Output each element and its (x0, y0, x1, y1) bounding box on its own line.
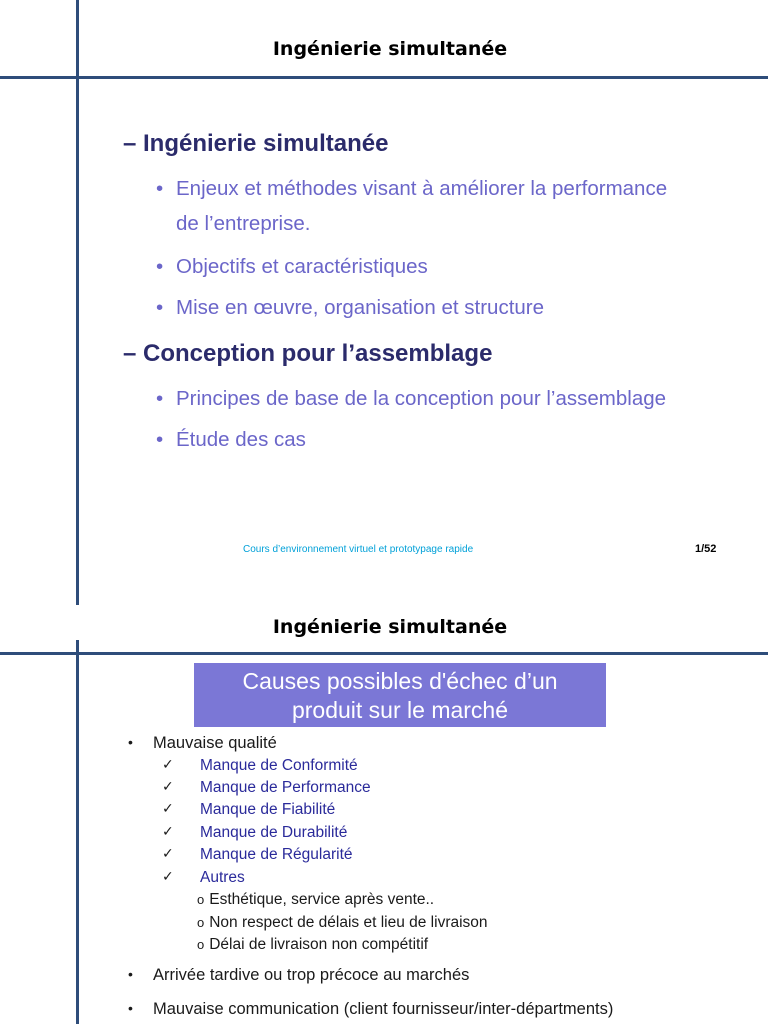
list-item: • Étude des cas (156, 422, 306, 457)
slide-2-vertical-rule (76, 640, 79, 1024)
check-item: ✓ Manque de Conformité (162, 757, 358, 774)
checkmark-icon: ✓ (162, 757, 174, 773)
bullet-icon: • (156, 255, 164, 278)
check-item: ✓ Manque de Durabilité (162, 824, 348, 841)
checkmark-icon: ✓ (162, 824, 174, 840)
sub-item: o Délai de livraison non compétitif (197, 936, 429, 953)
circle-bullet-icon: o (197, 892, 205, 907)
bullet-icon: • (128, 734, 133, 750)
bullet-item-mauvaise-qualite: • Mauvaise qualité (128, 734, 277, 752)
section-heading-ingenierie: – Ingénierie simultanée (123, 130, 389, 157)
bullet-icon: • (156, 387, 164, 410)
checkmark-icon: ✓ (162, 869, 174, 885)
circle-bullet-icon: o (197, 915, 205, 930)
checkmark-icon: ✓ (162, 801, 174, 817)
list-item: • Enjeux et méthodes visant à améliorer la performance de l’entreprise. (156, 171, 667, 241)
slide-2-title: Ingénierie simultanée (272, 616, 508, 638)
list-item: • Principes de base de la conception pour l’assemblage (156, 381, 666, 416)
check-item: ✓ Manque de Performance (162, 779, 371, 796)
bullet-icon: • (156, 177, 164, 200)
bullet-icon: • (156, 428, 164, 451)
checkmark-icon: ✓ (162, 846, 174, 862)
check-item: ✓ Autres (162, 869, 245, 886)
sub-item: o Non respect de délais et lieu de livraison (197, 914, 488, 931)
sub-item: o Esthétique, service après vente.. (197, 891, 435, 908)
checkmark-icon: ✓ (162, 779, 174, 795)
page-number: 1/52 (695, 543, 717, 555)
circle-bullet-icon: o (197, 937, 205, 952)
slide-1-vertical-rule (76, 0, 79, 605)
section-heading-conception: – Conception pour l’assemblage (123, 340, 493, 367)
slide-1-title: Ingénierie simultanée (272, 38, 508, 60)
slide-2-horizontal-rule (0, 652, 768, 655)
causes-banner: Causes possibles d'échec d’un produit sur le marché (194, 663, 606, 727)
list-item: • Objectifs et caractéristiques (156, 249, 428, 284)
slide-1-horizontal-rule (0, 76, 768, 79)
check-item: ✓ Manque de Régularité (162, 846, 353, 863)
bullet-icon: • (128, 966, 133, 982)
bullet-item-communication: • Mauvaise communication (client fournisseur/inter-départments) (128, 1000, 614, 1018)
slide-footer: Cours d’environnement virtuel et prototypage rapide (243, 544, 474, 555)
bullet-item-arrivee: • Arrivée tardive ou trop précoce au marchés (128, 966, 470, 984)
bullet-icon: • (128, 1000, 133, 1016)
list-item: • Mise en œuvre, organisation et structure (156, 290, 544, 325)
bullet-icon: • (156, 296, 164, 319)
check-item: ✓ Manque de Fiabilité (162, 801, 336, 818)
